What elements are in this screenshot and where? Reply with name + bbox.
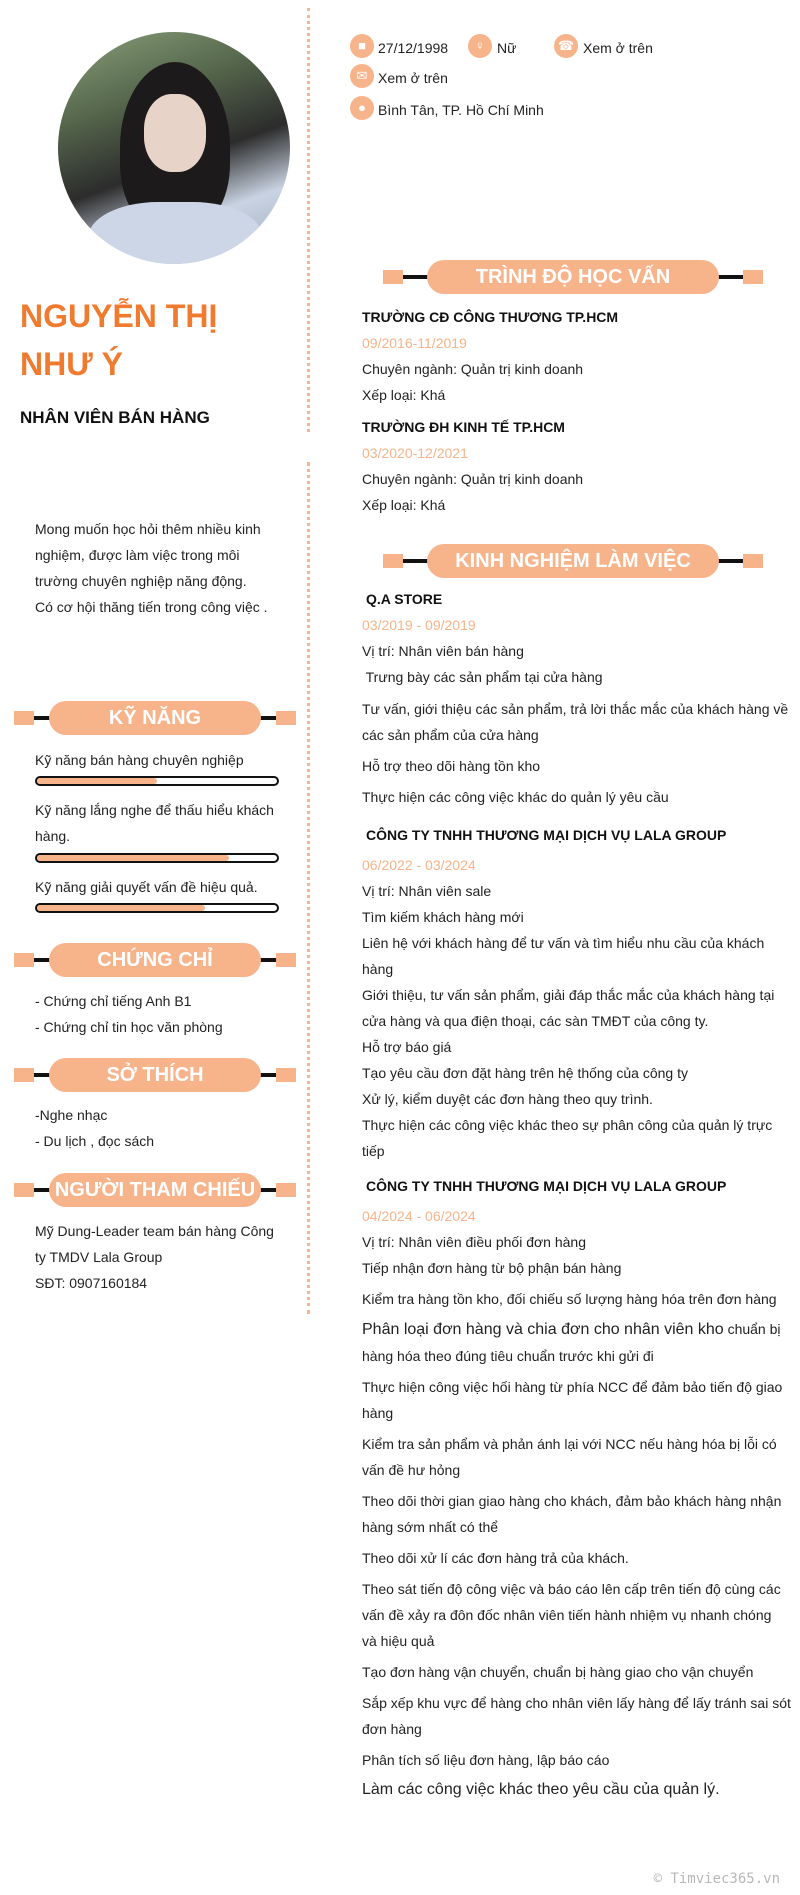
skill-progress-bar bbox=[35, 903, 279, 913]
company-name: Q.A STORE bbox=[366, 591, 443, 607]
company-name: CÔNG TY TNHH THƯƠNG MẠI DỊCH VỤ LALA GROUP bbox=[366, 1178, 727, 1194]
job-line: Tìm kiếm khách hàng mới bbox=[362, 909, 524, 925]
reference-line: ty TMDV Lala Group bbox=[35, 1249, 163, 1265]
school-name: TRƯỜNG CĐ CÔNG THƯƠNG TP.HCM bbox=[362, 309, 619, 325]
certificates-heading bbox=[14, 943, 296, 977]
job-line: Liên hệ với khách hàng để tư vấn và tìm hiểu nhu cầu của khách bbox=[362, 935, 765, 951]
reference-line: Mỹ Dung-Leader team bán hàng Công bbox=[35, 1223, 274, 1239]
job-line bbox=[362, 1316, 792, 1343]
job-line: Thực hiện các công việc khác do quản lý yêu cầu bbox=[362, 789, 669, 805]
experience-title: KINH NGHIỆM LÀM VIỆC bbox=[427, 544, 719, 578]
job-line: Vị trí: Nhân viên sale bbox=[362, 883, 492, 899]
skills-heading bbox=[14, 701, 296, 735]
name-line-1: NGUYỄN THỊ bbox=[20, 298, 218, 334]
references-heading bbox=[14, 1173, 296, 1207]
divider-bottom bbox=[307, 462, 310, 1314]
location-icon: ● bbox=[350, 96, 374, 120]
job-line: Phân tích số liệu đơn hàng, lập báo cáo bbox=[362, 1752, 610, 1768]
job-line: Tiếp nhận đơn hàng từ bộ phận bán hàng bbox=[362, 1260, 622, 1276]
job-line: đơn hàng bbox=[362, 1721, 422, 1737]
school-major: Chuyên ngành: Quản trị kinh doanh bbox=[362, 471, 584, 487]
gender-value: Nữ bbox=[497, 40, 517, 56]
email-value: Xem ở trên bbox=[378, 70, 448, 86]
skill-label: Kỹ năng lắng nghe để thấu hiểu khách bbox=[35, 802, 274, 818]
experience-item-lala-coordinator bbox=[362, 1173, 792, 1803]
job-line: Xử lý, kiểm duyệt các đơn hàng theo quy trình. bbox=[362, 1091, 653, 1107]
job-line: cửa hàng và qua điện thoại, các sàn TMĐT của công ty. bbox=[362, 1013, 709, 1029]
job-line: Theo dõi xử lí các đơn hàng trả của khách. bbox=[362, 1550, 629, 1566]
experience-item-lala-sale bbox=[362, 822, 792, 1164]
watermark: © Timviec365.vn bbox=[653, 1871, 780, 1887]
education-heading bbox=[383, 260, 763, 294]
skill-progress-bar bbox=[35, 853, 279, 863]
divider-top bbox=[307, 8, 310, 432]
hobby-item: - Du lịch , đọc sách bbox=[35, 1133, 155, 1149]
job-line: Tạo đơn hàng vận chuyển, chuẩn bị hàng giao cho vận chuyển bbox=[362, 1664, 754, 1680]
full-name bbox=[20, 292, 300, 388]
objective-line: Mong muốn học hỏi thêm nhiều kinh bbox=[35, 521, 261, 537]
job-line: Hỗ trợ báo giá bbox=[362, 1039, 452, 1055]
school-period: 03/2020-12/2021 bbox=[362, 445, 468, 461]
certificate-item: - Chứng chỉ tin học văn phòng bbox=[35, 1019, 223, 1035]
job-line: Giới thiệu, tư vấn sản phẩm, giải đáp thắc mắc của khách hàng tại bbox=[362, 987, 775, 1003]
job-period: 03/2019 - 09/2019 bbox=[362, 617, 476, 633]
job-line-tail: chuẩn bị bbox=[723, 1321, 781, 1337]
job-line: Kiểm tra hàng tồn kho, đối chiếu số lượng hàng hóa trên đơn hàng bbox=[362, 1291, 777, 1307]
job-line: các sản phẩm của cửa hàng bbox=[362, 727, 539, 743]
job-line: hàng bbox=[362, 1405, 394, 1421]
hobbies-title: SỞ THÍCH bbox=[49, 1058, 261, 1092]
reference-line: SĐT: 0907160184 bbox=[35, 1275, 148, 1291]
objective-line: trường chuyên nghiệp năng động. bbox=[35, 573, 247, 589]
phone-value: Xem ở trên bbox=[583, 40, 653, 56]
skill-progress-fill bbox=[37, 778, 157, 784]
skill-label: Kỹ năng giải quyết vấn đề hiệu quả. bbox=[35, 879, 258, 895]
school-grade: Xếp loại: Khá bbox=[362, 497, 446, 513]
job-line: hàng hóa theo đúng tiêu chuẩn trước khi gửi đi bbox=[362, 1348, 654, 1364]
skill-label-cont: hàng. bbox=[35, 828, 71, 844]
avatar bbox=[58, 32, 290, 264]
job-line: Tạo yêu cầu đơn đặt hàng trên hệ thống của công ty bbox=[362, 1065, 688, 1081]
birthday-value: 27/12/1998 bbox=[378, 40, 449, 56]
education-title: TRÌNH ĐỘ HỌC VẤN bbox=[427, 260, 719, 294]
education-list bbox=[362, 304, 792, 518]
job-line: Kiểm tra sản phẩm và phản ánh lại với NCC nếu hàng hóa bị lỗi có bbox=[362, 1436, 777, 1452]
phone-icon: ☎ bbox=[554, 34, 578, 58]
name-line-2: NHƯ Ý bbox=[20, 346, 123, 382]
references-title: NGƯỜI THAM CHIẾU bbox=[49, 1173, 261, 1207]
objective-line: nghiệm, được làm việc trong môi bbox=[35, 547, 240, 563]
company-name: CÔNG TY TNHH THƯƠNG MẠI DỊCH VỤ LALA GROUP bbox=[366, 827, 727, 843]
email-icon: ✉ bbox=[350, 64, 374, 88]
job-line: Làm các công việc khác theo yêu cầu của quản lý. bbox=[362, 1781, 720, 1798]
job-line: và hiệu quả bbox=[362, 1633, 435, 1649]
job-line: Thực hiện công việc hối hàng từ phía NCC để đảm bảo tiến độ giao bbox=[362, 1379, 783, 1395]
job-line: hàng sớm nhất có thể bbox=[362, 1519, 499, 1535]
school-major: Chuyên ngành: Quản trị kinh doanh bbox=[362, 361, 584, 377]
school-grade: Xếp loại: Khá bbox=[362, 387, 446, 403]
job-line: Tư vấn, giới thiệu các sản phẩm, trả lời thắc mắc của khách hàng về bbox=[362, 701, 789, 717]
skill-progress-fill bbox=[37, 855, 229, 861]
job-line: Sắp xếp khu vực để hàng cho nhân viên lấy hàng để lấy tránh sai sót bbox=[362, 1695, 791, 1711]
experience-item-qa-store bbox=[362, 586, 792, 810]
experience-heading bbox=[383, 544, 763, 578]
hobbies-heading bbox=[14, 1058, 296, 1092]
job-line: Vị trí: Nhân viên điều phối đơn hàng bbox=[362, 1234, 586, 1250]
address-value: Bình Tân, TP. Hồ Chí Minh bbox=[378, 102, 544, 118]
job-line: vấn đề hư hỏng bbox=[362, 1462, 461, 1478]
certificate-item: - Chứng chỉ tiếng Anh B1 bbox=[35, 993, 192, 1009]
job-title: NHÂN VIÊN BÁN HÀNG bbox=[20, 408, 210, 427]
school-name: TRƯỜNG ĐH KINH TẾ TP.HCM bbox=[362, 419, 565, 435]
job-line: Theo sát tiến độ công việc và báo cáo lên cấp trên tiến độ cùng các bbox=[362, 1581, 781, 1597]
career-objective bbox=[35, 516, 275, 620]
skills-title: KỸ NĂNG bbox=[49, 701, 261, 735]
job-period: 04/2024 - 06/2024 bbox=[362, 1208, 476, 1224]
job-line: Theo dõi thời gian giao hàng cho khách, đảm bảo khách hàng nhận bbox=[362, 1493, 782, 1509]
job-line-highlight: Phân loại đơn hàng và chia đơn cho nhân viên kho bbox=[362, 1321, 724, 1338]
gender-icon: ♀ bbox=[468, 34, 492, 58]
job-line: hàng bbox=[362, 961, 394, 977]
job-line: vấn đề xảy ra đôn đốc nhân viên tiến hành nhiệm vụ nhanh chóng bbox=[362, 1607, 772, 1623]
school-period: 09/2016-11/2019 bbox=[362, 335, 467, 351]
job-line: Trưng bày các sản phẩm tại cửa hàng bbox=[362, 669, 603, 685]
skill-progress-fill bbox=[37, 905, 205, 911]
skill-label: Kỹ năng bán hàng chuyên nghiệp bbox=[35, 752, 244, 768]
birthday-icon: ■ bbox=[350, 34, 374, 58]
job-line: Thực hiện các công việc khác theo sự phân công của quản lý trực bbox=[362, 1117, 773, 1133]
hobby-item: -Nghe nhạc bbox=[35, 1107, 108, 1123]
job-period: 06/2022 - 03/2024 bbox=[362, 857, 476, 873]
skill-progress-bar bbox=[35, 776, 279, 786]
objective-line: Có cơ hội thăng tiến trong công việc . bbox=[35, 599, 268, 615]
certificates-title: CHỨNG CHỈ bbox=[49, 943, 261, 977]
job-line: tiếp bbox=[362, 1143, 385, 1159]
job-line: Vị trí: Nhân viên bán hàng bbox=[362, 643, 524, 659]
job-line: Hỗ trợ theo dõi hàng tồn kho bbox=[362, 758, 541, 774]
